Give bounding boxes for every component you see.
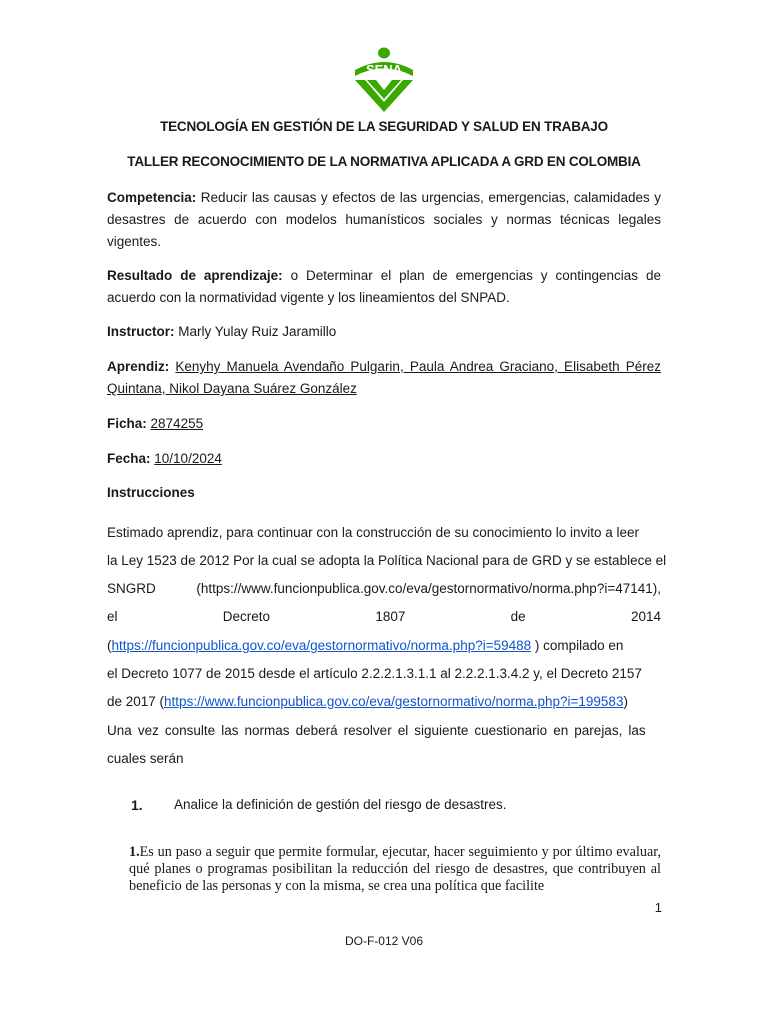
ficha-label: Ficha: bbox=[107, 416, 147, 431]
instrucciones-heading-text: Instrucciones bbox=[107, 485, 195, 500]
aprendiz-label: Aprendiz: bbox=[107, 359, 170, 374]
ficha-paragraph bbox=[107, 413, 661, 435]
sena-logo-head bbox=[378, 48, 390, 59]
ficha-value: 2874255 bbox=[150, 416, 204, 431]
resultado-text: o Determinar el plan de emergencias y contingencias de acuerdo con la normatividad vigente y los lineamientos del SNPAD. bbox=[107, 268, 661, 305]
aprendiz-names: Kenyhy Manuela Avendaño Pulgarin, Paula Andrea Graciano, Elisabeth Pérez Quintana, Nikol Dayana Suárez González bbox=[107, 359, 661, 396]
sngrd-text: SNGRD bbox=[107, 581, 156, 596]
word-1807: 1807 bbox=[375, 609, 406, 624]
instrucciones-heading bbox=[107, 482, 661, 504]
word-de: de bbox=[510, 609, 526, 624]
instr-line-8: Una vez consulte las normas deberá resolver el siguiente cuestionario en parejas, las bbox=[107, 723, 646, 738]
document-title: TECNOLOGÍA EN GESTIÓN DE LA SEGURIDAD Y SALUD EN TRABAJO bbox=[160, 119, 608, 134]
sena-logo-text: SENA bbox=[365, 62, 403, 77]
fecha-value: 10/10/2024 bbox=[154, 451, 222, 466]
workshop-title: TALLER RECONOCIMIENTO DE LA NORMATIVA APLICADA A GRD EN COLOMBIA bbox=[127, 154, 641, 169]
sena-logo-chevrons bbox=[355, 80, 413, 112]
resultado-label: Resultado de aprendizaje: bbox=[107, 268, 283, 283]
word-el: el bbox=[107, 609, 118, 624]
instr-line-3 bbox=[107, 579, 661, 599]
paren-open: ( bbox=[107, 638, 112, 653]
resultado-paragraph bbox=[107, 265, 661, 309]
page-number: 1 bbox=[654, 900, 662, 915]
word-2014: 2014 bbox=[630, 609, 661, 624]
compilado-text: ) compilado en bbox=[531, 638, 624, 653]
competencia-text: Reducir las causas y efectos de las urgencias, emergencias, calamidades y desastres de acuerdo con modelos humanísticos sociales y normas técnicas legales vigentes. bbox=[107, 190, 661, 249]
question-1-text: Analice la definición de gestión del riesgo de desastres. bbox=[174, 797, 507, 812]
competencia-paragraph bbox=[107, 187, 661, 253]
competencia-label: Competencia: bbox=[107, 190, 197, 205]
decreto-2157-link[interactable]: https://www.funcionpublica.gov.co/eva/gestornormativo/norma.php?i=199583 bbox=[164, 694, 624, 709]
instr-line-4 bbox=[107, 607, 661, 627]
footer-code: DO-F-012 V06 bbox=[344, 934, 424, 948]
word-decreto: Decreto bbox=[222, 609, 271, 624]
answer-1-number: 1. bbox=[129, 844, 140, 860]
ley-1523-url: (https://www.funcionpublica.gov.co/eva/gestornormativo/norma.php?i=47141), bbox=[196, 581, 661, 596]
instr-line-1: Estimado aprendiz, para continuar con la construcción de su conocimiento lo invito a leer bbox=[107, 525, 640, 540]
instructor-text: Marly Yulay Ruiz Jaramillo bbox=[174, 324, 337, 339]
sena-logo bbox=[349, 46, 419, 114]
decreto-1807-link[interactable]: https://funcionpublica.gov.co/eva/gestornormativo/norma.php?i=59488 bbox=[111, 638, 532, 653]
instructor-paragraph bbox=[107, 321, 661, 343]
decreto-2157-text: de 2017 ( bbox=[107, 694, 165, 709]
question-1-number: 1. bbox=[131, 797, 143, 813]
instr-line-5 bbox=[107, 636, 661, 656]
instr-line-2: la Ley 1523 de 2012 Por la cual se adopta la Política Nacional para de GRD y se establece el bbox=[107, 553, 667, 568]
aprendiz-paragraph bbox=[107, 356, 661, 400]
instr-line-7 bbox=[107, 692, 661, 712]
instructor-label: Instructor: bbox=[107, 324, 175, 339]
fecha-label: Fecha: bbox=[107, 451, 151, 466]
fecha-paragraph bbox=[107, 448, 661, 470]
instr-line-6: el Decreto 1077 de 2015 desde el artículo 2.2.2.1.3.1.1 al 2.2.2.1.3.4.2 y, el Decreto 2157 bbox=[107, 666, 642, 681]
instr-line-9: cuales serán bbox=[107, 751, 184, 766]
answer-1-text: Es un paso a seguir que permite formular, ejecutar, hacer seguimiento y por último evaluar, qué planes o programas posibilitan la reducción del riesgo de desastres, que contribuyen al beneficio de las personas y con la misma, se crea una política que facilite bbox=[129, 844, 661, 894]
paren-close: ) bbox=[623, 694, 628, 709]
answer-1 bbox=[129, 844, 661, 895]
